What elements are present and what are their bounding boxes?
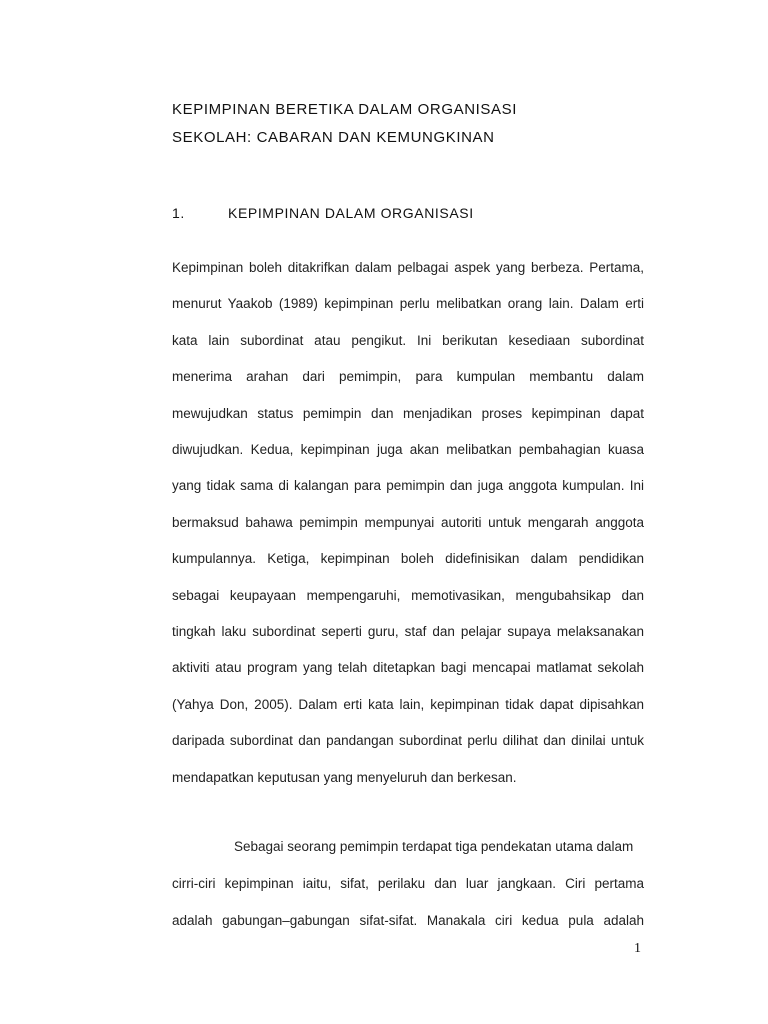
paragraph-line: bermaksud bahawa pemimpin mempunyai autoriti untuk mengarah anggota: [172, 514, 644, 530]
title-line-1: KEPIMPINAN BERETIKA DALAM ORGANISASI: [172, 101, 518, 118]
section-title: KEPIMPINAN DALAM ORGANISASI: [228, 205, 474, 221]
paragraph-line: mewujudkan status pemimpin dan menjadikan proses kepimpinan dapat: [172, 405, 644, 421]
paragraph-line: (Yahya Don, 2005). Dalam erti kata lain, kepimpinan tidak dapat dipisahkan: [172, 696, 644, 712]
paragraph-line: yang tidak sama di kalangan para pemimpin dan juga anggota kumpulan. Ini: [172, 478, 644, 494]
paragraph-line: Kepimpinan boleh ditakrifkan dalam pelbagai aspek yang berbeza. Pertama,: [172, 260, 644, 275]
page-number: 1: [634, 941, 641, 956]
paragraph-line: mendapatkan keputusan yang menyeluruh dan berkesan.: [172, 769, 517, 785]
paragraph-line: diwujudkan. Kedua, kepimpinan juga akan melibatkan pembahagian kuasa: [172, 442, 644, 457]
paragraph-line: tingkah laku subordinat seperti guru, staf dan pelajar supaya melaksanakan: [172, 624, 644, 639]
paragraph-line: menurut Yaakob (1989) kepimpinan perlu melibatkan orang lain. Dalam erti: [172, 296, 644, 312]
paragraph-line: kumpulannya. Ketiga, kepimpinan boleh didefinisikan dalam pendidikan: [172, 551, 644, 567]
title-line-2: SEKOLAH: CABARAN DAN KEMUNGKINAN: [172, 129, 495, 146]
paragraph-line: Sebagai seorang pemimpin terdapat tiga pendekatan utama dalam: [234, 839, 634, 854]
paragraph-line: adalah gabungan–gabungan sifat-sifat. Manakala ciri kedua pula adalah: [172, 913, 644, 928]
paragraph-line: daripada subordinat dan pandangan subordinat perlu dilihat dan dinilai untuk: [172, 733, 644, 749]
section-heading: [172, 205, 474, 221]
paragraph-line: kata lain subordinat atau pengikut. Ini berikutan kesediaan subordinat: [172, 332, 644, 348]
paragraph-line: cirri-ciri kepimpinan iaitu, sifat, perilaku dan luar jangkaan. Ciri pertama: [172, 876, 644, 891]
section-number: 1.: [172, 205, 185, 221]
document-title: [172, 96, 517, 152]
paragraph-line: menerima arahan dari pemimpin, para kumpulan membantu dalam: [172, 369, 644, 385]
paragraph-line: sebagai keupayaan mempengaruhi, memotivasikan, mengubahsikap dan: [172, 587, 644, 603]
paragraph-line: aktiviti atau program yang telah ditetapkan bagi mencapai matlamat sekolah: [172, 660, 644, 676]
